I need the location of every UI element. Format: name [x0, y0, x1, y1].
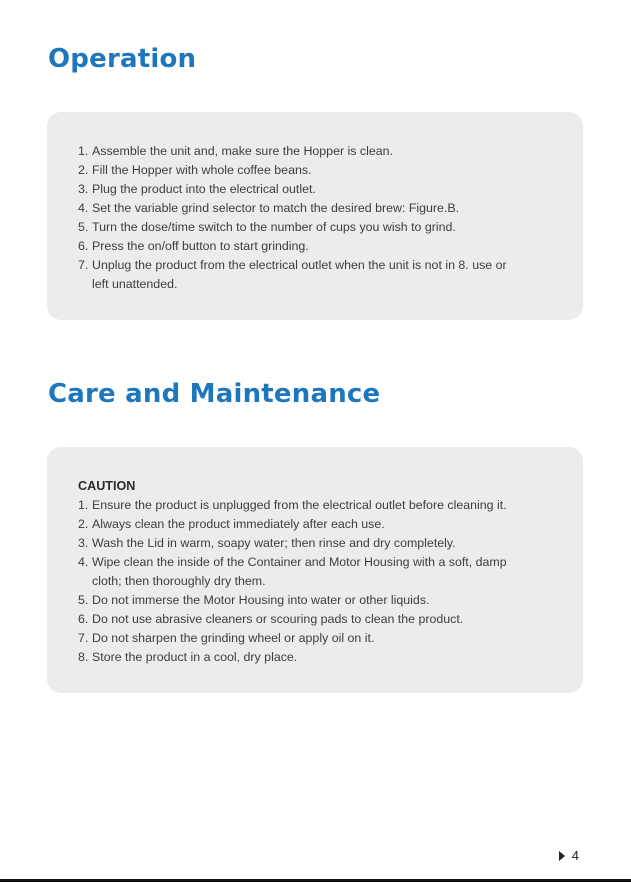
step-number: 7.: [78, 631, 89, 645]
step-number: 5.: [78, 593, 89, 607]
caution-heading: CAUTION: [78, 479, 136, 493]
list-item: [78, 553, 555, 591]
page-footer: [559, 848, 579, 863]
step-number: 6.: [78, 612, 89, 626]
step-text: Do not sharpen the grinding wheel or apply oil on it.: [92, 631, 375, 645]
list-item: [78, 534, 555, 553]
step-text: Assemble the unit and, make sure the Hopper is clean.: [92, 144, 393, 158]
list-item: [78, 142, 555, 161]
list-item: [78, 515, 555, 534]
step-text: Fill the Hopper with whole coffee beans.: [92, 163, 312, 177]
step-number: 1.: [78, 144, 89, 158]
step-text: Ensure the product is unplugged from the electrical outlet before cleaning it.: [92, 498, 507, 512]
step-text: Press the on/off button to start grinding.: [92, 239, 309, 253]
step-number: 6.: [78, 239, 89, 253]
list-item: [78, 237, 555, 256]
step-number: 7.: [78, 258, 89, 272]
section-title-operation: Operation: [48, 44, 197, 74]
list-item: [78, 496, 555, 515]
step-text: Do not use abrasive cleaners or scouring pads to clean the product.: [92, 612, 464, 626]
list-item: [78, 648, 555, 667]
list-item: [78, 256, 555, 294]
step-text: Set the variable grind selector to match the desired brew: Figure.B.: [92, 201, 460, 215]
list-item: [78, 591, 555, 610]
section-title-care: Care and Maintenance: [48, 379, 381, 409]
step-text-continued: left unattended.: [92, 277, 178, 291]
step-text: Do not immerse the Motor Housing into water or other liquids.: [92, 593, 430, 607]
operation-panel: [47, 112, 583, 320]
step-text: Wipe clean the inside of the Container and Motor Housing with a soft, damp: [92, 555, 507, 569]
care-steps-list: [78, 496, 555, 667]
operation-steps-list: [78, 142, 555, 294]
step-number: 8.: [78, 650, 89, 664]
step-text-continued: cloth; then thoroughly dry them.: [92, 574, 266, 588]
list-item: [78, 199, 555, 218]
step-number: 3.: [78, 182, 89, 196]
page-number: 4: [571, 848, 579, 863]
step-text: Wash the Lid in warm, soapy water; then rinse and dry completely.: [92, 536, 456, 550]
step-text: Store the product in a cool, dry place.: [92, 650, 298, 664]
step-number: 2.: [78, 517, 89, 531]
triangle-right-icon: [559, 851, 565, 861]
step-text: Unplug the product from the electrical outlet when the unit is not in 8. use or: [92, 258, 507, 272]
list-item: [78, 161, 555, 180]
step-number: 2.: [78, 163, 89, 177]
list-item: [78, 629, 555, 648]
bottom-divider: [0, 879, 631, 882]
step-text: Plug the product into the electrical outlet.: [92, 182, 316, 196]
care-panel: [47, 447, 583, 693]
list-item: [78, 610, 555, 629]
list-item: [78, 218, 555, 237]
list-item: [78, 180, 555, 199]
step-number: 1.: [78, 498, 89, 512]
step-number: 4.: [78, 555, 89, 569]
step-text: Always clean the product immediately after each use.: [92, 517, 385, 531]
step-number: 3.: [78, 536, 89, 550]
step-text: Turn the dose/time switch to the number of cups you wish to grind.: [92, 220, 456, 234]
step-number: 4.: [78, 201, 89, 215]
step-number: 5.: [78, 220, 89, 234]
